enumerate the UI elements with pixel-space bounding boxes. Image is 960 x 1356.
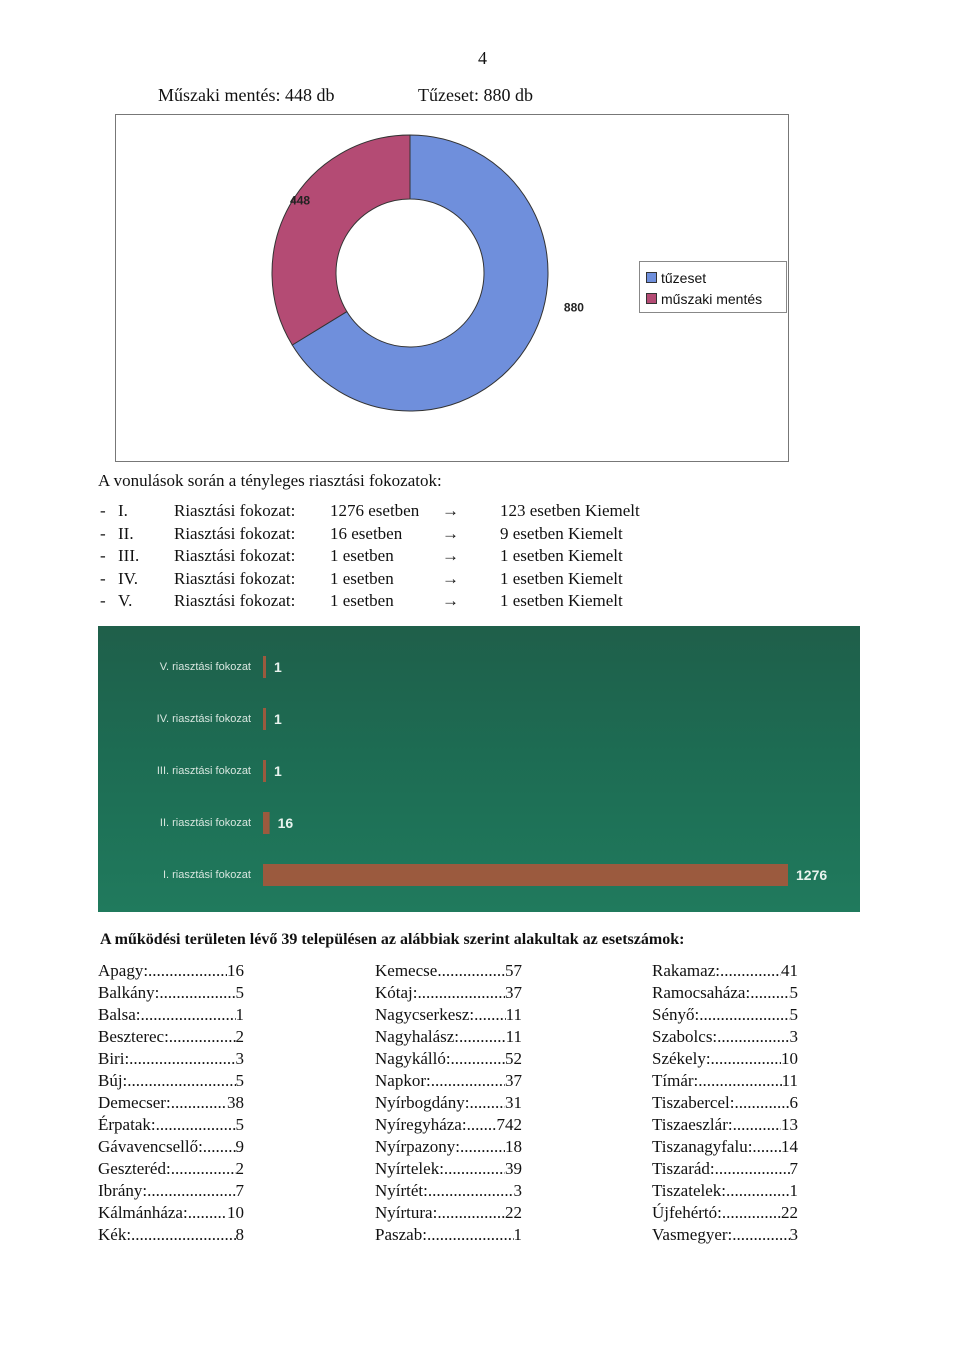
- settlement-count: 5: [235, 983, 244, 1002]
- bar: [263, 812, 270, 834]
- settlement-name: Nyírbogdány:: [375, 1093, 470, 1112]
- settlement-count: 5: [235, 1115, 244, 1134]
- settlement-entry: [375, 960, 522, 982]
- settlement-name: Szabolcs:: [652, 1027, 718, 1046]
- settlement-name: Tiszabercel:: [652, 1093, 735, 1112]
- leader-dots: [444, 1158, 505, 1180]
- leader-dots: [203, 1136, 236, 1158]
- settlement-entry: [375, 1202, 522, 1224]
- donut-slice-label: 880: [563, 300, 584, 315]
- legend-item-tuzeset: [646, 267, 780, 288]
- settlement-entry: [98, 1026, 244, 1048]
- settlement-count: 57: [505, 961, 522, 980]
- settlement-count: 3: [235, 1049, 244, 1068]
- leader-dots: [734, 1092, 789, 1114]
- alarm-level-dash: -: [100, 523, 106, 543]
- settlement-entry: [652, 1114, 798, 1136]
- leader-dots: [752, 1136, 781, 1158]
- settlement-entry: [652, 1070, 798, 1092]
- settlement-count: 38: [227, 1093, 244, 1112]
- settlement-entry: [375, 1026, 522, 1048]
- settlement-entry: [652, 1136, 798, 1158]
- leader-dots: [159, 982, 235, 1004]
- settlement-count: 1: [789, 1181, 798, 1200]
- alarm-level-label: Riasztási fokozat:: [174, 568, 296, 588]
- settlement-name: Ibrány:: [98, 1181, 148, 1200]
- settlements-column-2: [375, 960, 522, 1246]
- settlement-entry: [375, 1070, 522, 1092]
- settlement-name: Búj:: [98, 1071, 128, 1090]
- settlements-column-3: [652, 960, 798, 1246]
- alarm-level-kiemelt: 1 esetben Kiemelt: [500, 591, 623, 610]
- leader-dots: [418, 982, 506, 1004]
- settlement-name: Nagycserkesz:: [375, 1005, 475, 1024]
- alarm-level-row: [100, 523, 700, 546]
- donut-legend: [639, 261, 787, 313]
- alarm-levels-list: [100, 500, 700, 613]
- settlement-name: Sényő:: [652, 1005, 700, 1024]
- alarm-level-cases: 16 esetben: [330, 523, 403, 543]
- settlement-count: 10: [227, 1203, 244, 1222]
- settlement-name: Beszterec:: [98, 1027, 169, 1046]
- leader-dots: [722, 1202, 781, 1224]
- settlement-entry: [652, 1180, 798, 1202]
- settlement-count: 9: [235, 1137, 244, 1156]
- settlement-name: Gávavencsellő:: [98, 1137, 203, 1156]
- settlement-count: 1: [513, 1225, 522, 1244]
- alarm-level-arrow: →: [442, 568, 459, 588]
- leader-dots: [437, 1202, 505, 1224]
- settlement-entry: [98, 1114, 244, 1136]
- alarm-level-roman: I.: [118, 501, 128, 520]
- leader-dots: [188, 1202, 227, 1224]
- alarm-level-dash: -: [100, 546, 106, 565]
- settlement-count: 13: [781, 1115, 798, 1134]
- settlement-name: Kálmánháza:: [98, 1203, 188, 1222]
- settlement-count: 5: [235, 1071, 244, 1090]
- settlement-count: 37: [505, 1071, 522, 1090]
- bar-value-label: 1: [274, 763, 282, 779]
- leader-dots: [715, 1158, 790, 1180]
- settlement-name: Rakamaz:: [652, 961, 720, 980]
- leader-dots: [460, 1136, 505, 1158]
- leader-dots: [127, 1070, 235, 1092]
- bar-value-label: 16: [277, 815, 294, 831]
- alarm-level-label: Riasztási fokozat:: [174, 591, 296, 610]
- settlement-entry: [98, 1004, 244, 1026]
- settlement-entry: [375, 1136, 522, 1158]
- settlement-name: Tiszatelek:: [652, 1181, 726, 1200]
- bar-value-label: 1: [274, 711, 282, 727]
- settlement-entry: [98, 1136, 244, 1158]
- legend-swatch-muszaki: [646, 293, 657, 304]
- settlement-count: 31: [505, 1093, 522, 1112]
- settlement-count: 14: [781, 1137, 798, 1156]
- alarm-level-cases: 1276 esetben: [330, 501, 420, 520]
- settlement-count: 1: [235, 1005, 244, 1024]
- alarm-level-row: [100, 545, 700, 568]
- settlement-entry: [652, 960, 798, 982]
- settlement-count: 5: [789, 1005, 798, 1024]
- alarm-level-row: [100, 590, 700, 613]
- settlement-count: 3: [789, 1225, 798, 1244]
- settlement-name: Tímár:: [652, 1071, 699, 1090]
- settlement-name: Geszteréd:: [98, 1159, 171, 1178]
- settlement-name: Tiszarád:: [652, 1159, 715, 1178]
- alarm-level-arrow: →: [442, 501, 459, 520]
- settlement-name: Kemecse: [375, 961, 438, 980]
- bar: [263, 864, 788, 886]
- settlement-name: Érpatak:: [98, 1115, 156, 1134]
- settlement-entry: [652, 982, 798, 1004]
- settlement-count: 11: [781, 1071, 798, 1090]
- legend-label-muszaki: műszaki mentés: [661, 290, 763, 307]
- settlement-count: 2: [235, 1159, 244, 1178]
- alarm-level-label: Riasztási fokozat:: [174, 523, 296, 543]
- bar-value-label: 1276: [796, 867, 828, 883]
- settlement-entry: [98, 982, 244, 1004]
- alarm-level-arrow: →: [442, 523, 459, 543]
- leader-dots: [147, 1180, 235, 1202]
- leader-dots: [459, 1026, 506, 1048]
- settlement-count: 5: [789, 983, 798, 1002]
- tuzeset-total: Tűzeset: 880 db: [418, 85, 533, 105]
- levels-intro: A vonulások során a tényleges riasztási fokozatok:: [98, 471, 442, 490]
- settlement-count: 41: [781, 961, 798, 980]
- settlement-name: Biri:: [98, 1049, 130, 1068]
- leader-dots: [437, 960, 505, 982]
- leader-dots: [720, 960, 781, 982]
- leader-dots: [131, 1224, 235, 1246]
- settlement-entry: [98, 1048, 244, 1070]
- alarm-level-roman: III.: [118, 546, 140, 565]
- donut-chart: [115, 114, 789, 462]
- settlement-count: 52: [505, 1049, 522, 1068]
- settlement-name: Demecser:: [98, 1093, 171, 1112]
- leader-dots: [732, 1224, 789, 1246]
- settlement-name: Vasmegyer:: [652, 1225, 733, 1244]
- settlement-entry: [652, 1092, 798, 1114]
- alarm-level-row: [100, 500, 700, 523]
- settlement-entry: [652, 1224, 798, 1246]
- settlement-name: Kótaj:: [375, 983, 418, 1002]
- settlement-entry: [375, 1114, 522, 1136]
- donut-slice-muszaki: [272, 135, 410, 345]
- settlement-name: Apagy:: [98, 961, 149, 980]
- settlement-entry: [652, 1158, 798, 1180]
- settlement-count: 6: [789, 1093, 798, 1112]
- settlement-entry: [98, 1092, 244, 1114]
- settlement-entry: [98, 1070, 244, 1092]
- alarm-level-row: [100, 568, 700, 591]
- donut-slice-label: 448: [290, 193, 311, 208]
- leader-dots: [699, 1004, 789, 1026]
- settlement-name: Nyíregyháza:: [375, 1115, 467, 1134]
- settlement-count: 18: [505, 1137, 522, 1156]
- settlement-name: Ramocsaháza:: [652, 983, 751, 1002]
- alarm-level-label: Riasztási fokozat:: [174, 501, 296, 520]
- settlements-heading: A működési területen lévő 39 településen az alábbiak szerint alakultak az esetszámok:: [100, 931, 685, 948]
- alarm-level-roman: IV.: [118, 568, 138, 588]
- settlement-entry: [375, 1004, 522, 1026]
- settlement-count: 3: [513, 1181, 522, 1200]
- settlement-name: Napkor:: [375, 1071, 431, 1090]
- leader-dots: [474, 1004, 506, 1026]
- settlement-entry: [375, 1180, 522, 1202]
- legend-label-tuzeset: tűzeset: [661, 269, 707, 286]
- bar: [263, 708, 266, 730]
- settlement-count: 7: [235, 1181, 244, 1200]
- bar-category-label: IV. riasztási fokozat: [156, 713, 251, 725]
- settlement-count: 11: [505, 1005, 522, 1024]
- leader-dots: [451, 1048, 505, 1070]
- settlement-count: 22: [781, 1203, 798, 1222]
- settlement-name: Nyírtelek:: [375, 1159, 444, 1178]
- leader-dots: [129, 1048, 235, 1070]
- settlement-entry: [652, 1048, 798, 1070]
- settlement-entry: [375, 1224, 522, 1246]
- leader-dots: [169, 1026, 236, 1048]
- settlement-name: Nyírtét:: [375, 1181, 428, 1200]
- legend-swatch-tuzeset: [646, 272, 657, 283]
- settlement-name: Kék:: [98, 1225, 132, 1244]
- settlement-entry: [375, 1092, 522, 1114]
- settlement-name: Nyírpazony:: [375, 1137, 460, 1156]
- settlement-entry: [98, 1180, 244, 1202]
- settlement-entry: [652, 1202, 798, 1224]
- settlement-name: Nagykálló:: [375, 1049, 451, 1068]
- page-number: 4: [478, 48, 487, 68]
- alarm-level-dash: -: [100, 591, 106, 610]
- settlement-entry: [375, 982, 522, 1004]
- alarm-level-dash: -: [100, 501, 106, 520]
- settlement-count: 3: [789, 1027, 798, 1046]
- bar-chart-svg: [98, 626, 860, 912]
- alarm-level-kiemelt: 9 esetben Kiemelt: [500, 523, 623, 543]
- settlement-name: Paszab:: [375, 1225, 427, 1244]
- settlement-entry: [98, 960, 244, 982]
- leader-dots: [733, 1114, 781, 1136]
- settlement-entry: [98, 1202, 244, 1224]
- leader-dots: [726, 1180, 790, 1202]
- leader-dots: [711, 1048, 781, 1070]
- leader-dots: [141, 1004, 236, 1026]
- bar-category-label: V. riasztási fokozat: [159, 661, 251, 673]
- leader-dots: [171, 1092, 227, 1114]
- alarm-level-cases: 1 esetben: [330, 546, 394, 565]
- leader-dots: [427, 1224, 514, 1246]
- settlement-name: Tiszaeszlár:: [652, 1115, 733, 1134]
- settlement-count: 742: [496, 1115, 522, 1134]
- alarm-level-cases: 1 esetben: [330, 591, 394, 610]
- settlement-count: 37: [505, 983, 522, 1002]
- alarm-level-roman: II.: [118, 523, 134, 543]
- alarm-level-kiemelt: 1 esetben Kiemelt: [500, 546, 623, 565]
- leader-dots: [156, 1114, 236, 1136]
- leader-dots: [431, 1070, 505, 1092]
- settlement-name: Balsa:: [98, 1005, 141, 1024]
- settlement-count: 10: [781, 1049, 798, 1068]
- settlement-name: Balkány:: [98, 983, 160, 1002]
- settlement-entry: [375, 1158, 522, 1180]
- settlement-name: Székely:: [652, 1049, 711, 1068]
- settlement-count: 7: [789, 1159, 798, 1178]
- alarm-level-kiemelt: 123 esetben Kiemelt: [500, 501, 640, 520]
- settlements-column-1: [98, 960, 244, 1246]
- settlement-entry: [652, 1026, 798, 1048]
- alarm-level-roman: V.: [118, 591, 133, 610]
- alarm-level-cases: 1 esetben: [330, 568, 394, 588]
- settlement-entry: [652, 1004, 798, 1026]
- settlement-count: 11: [505, 1027, 522, 1046]
- bar-category-label: III. riasztási fokozat: [156, 765, 251, 777]
- leader-dots: [698, 1070, 781, 1092]
- legend-item-muszaki: [646, 288, 780, 309]
- settlement-name: Tiszanagyfalu:: [652, 1137, 753, 1156]
- alarm-level-label: Riasztási fokozat:: [174, 546, 296, 565]
- bar-chart: [98, 626, 860, 912]
- bar-category-label: I. riasztási fokozat: [162, 869, 251, 881]
- settlement-name: Újfehértó:: [652, 1203, 722, 1222]
- leader-dots: [148, 960, 227, 982]
- settlement-count: 39: [505, 1159, 522, 1178]
- settlement-count: 16: [227, 961, 244, 980]
- settlement-name: Nyírtura:: [375, 1203, 438, 1222]
- settlement-count: 8: [235, 1225, 244, 1244]
- leader-dots: [171, 1158, 236, 1180]
- settlement-count: 22: [505, 1203, 522, 1222]
- alarm-level-arrow: →: [442, 546, 459, 565]
- bar: [263, 656, 266, 678]
- leader-dots: [469, 1092, 505, 1114]
- muszaki-total: Műszaki mentés: 448 db: [158, 85, 335, 105]
- leader-dots: [428, 1180, 514, 1202]
- settlement-entry: [375, 1048, 522, 1070]
- alarm-level-arrow: →: [442, 591, 459, 610]
- settlement-name: Nagyhalász:: [375, 1027, 460, 1046]
- bar-value-label: 1: [274, 659, 282, 675]
- bar: [263, 760, 266, 782]
- settlement-count: 2: [235, 1027, 244, 1046]
- leader-dots: [750, 982, 789, 1004]
- alarm-level-kiemelt: 1 esetben Kiemelt: [500, 568, 623, 588]
- leader-dots: [467, 1114, 497, 1136]
- bar-category-label: II. riasztási fokozat: [159, 817, 251, 829]
- settlement-entry: [98, 1224, 244, 1246]
- alarm-level-dash: -: [100, 568, 106, 588]
- leader-dots: [717, 1026, 789, 1048]
- settlement-entry: [98, 1158, 244, 1180]
